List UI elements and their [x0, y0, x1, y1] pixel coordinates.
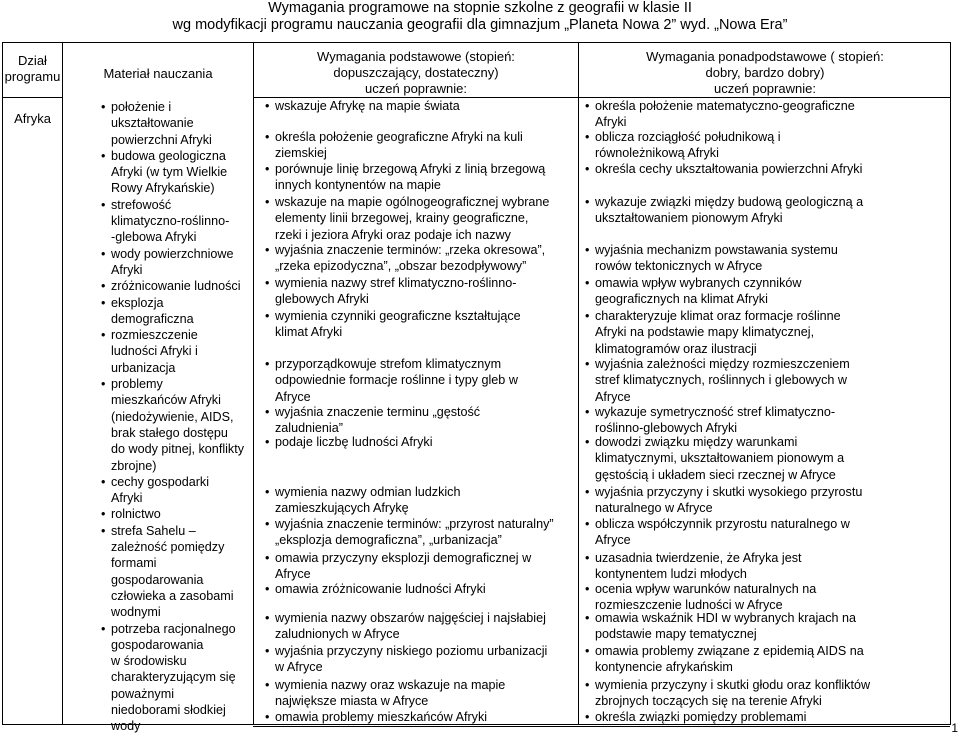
material-item: [101, 327, 253, 376]
requirement-first-line: • podaje liczbę ludności Afryki: [265, 434, 577, 450]
material-item-first-line: • rozmieszczenie: [101, 327, 253, 343]
requirement-line: równoleżnikową Afryki: [595, 146, 719, 161]
requirement-first-line: • omawia problemy związane z epidemią AIDS na: [585, 643, 951, 659]
requirement-line: odpowiednie formacje roślinne i typy gleb w: [275, 373, 518, 388]
basic-requirement-item: [265, 129, 577, 162]
advanced-requirement-item: [585, 643, 951, 676]
requirement-line: roślinno-glebowych Afryki: [595, 421, 738, 436]
material-item-line: Rowy Afrykańskie): [111, 181, 215, 196]
material-item-first-line: • eksplozja: [101, 295, 253, 311]
requirement-line: gęstością i układem sieci rzecznej w Afryce: [595, 467, 836, 482]
header-text: uczeń poprawnie:: [365, 81, 467, 96]
material-item-line: gospodarowania: [111, 572, 204, 587]
material-item: [101, 99, 253, 148]
material-item-first-line: • potrzeba racjonalnego: [101, 621, 253, 637]
advanced-requirement-item: [585, 434, 951, 483]
requirement-line: zaludnienia”: [275, 421, 343, 436]
basic-requirement-item: [265, 242, 577, 275]
col-divider: [62, 43, 63, 724]
requirement-line: podstawie mapy tematycznej: [595, 627, 757, 642]
requirement-first-line: • wyjaśnia zależności między rozmieszczeniem: [585, 356, 951, 372]
col-divider: [253, 43, 254, 724]
requirement-line: glebowych Afryki: [275, 292, 369, 307]
requirement-first-line: • wskazuje na mapie ogólnogeograficznej wybrane: [265, 194, 577, 210]
basic-requirement-item: [265, 404, 577, 437]
requirement-first-line: • omawia wpływ wybranych czynników: [585, 275, 951, 291]
material-item-line: klimatyczno-roślinno-: [111, 214, 230, 229]
requirement-first-line: • wykazuje symetryczność stref klimatyczno-: [585, 404, 951, 420]
material-item-line: powierzchni Afryki: [111, 132, 212, 147]
requirement-line: kontynencie afrykańskim: [595, 660, 733, 675]
requirement-line: rzeki i jeziora Afryki oraz podaje ich nazwy: [275, 227, 511, 242]
advanced-requirements-list: [585, 98, 951, 725]
material-item: [101, 474, 253, 507]
requirement-line: rowów tektonicznych w Afryce: [595, 259, 763, 274]
material-item-line: poważnymi: [111, 686, 174, 701]
material-list: [101, 99, 253, 735]
header-text: Dział: [18, 53, 47, 68]
material-item-line: Afryki (w tym Wielkie: [111, 165, 228, 180]
requirement-line: stref klimatycznych, roślinnych i glebowych w: [595, 373, 847, 388]
material-item: [101, 376, 253, 474]
requirement-line: Afryki: [595, 115, 627, 130]
advanced-requirement-item: [585, 484, 951, 517]
title-line-2: wg modyfikacji programu nauczania geografii dla gimnazjum „Planeta Nowa 2” wyd. „Nowa Era”: [172, 17, 788, 33]
requirement-line: rozmieszczenie ludności w Afryce: [595, 598, 783, 613]
header-material: [63, 66, 253, 82]
requirements-table: [2, 42, 951, 734]
requirement-first-line: • dowodzi związku między warunkami: [585, 434, 951, 450]
requirement-line: ukształtowaniem pionowym Afryki: [595, 211, 783, 226]
material-item: [101, 295, 253, 328]
material-item: [101, 523, 253, 621]
requirement-line: Afryce: [275, 567, 311, 582]
material-item-line: ukształtowanie: [111, 116, 194, 131]
document-title: [0, 0, 960, 34]
advanced-requirement-item: [585, 677, 951, 710]
material-item-first-line: • zróżnicowanie ludności: [101, 278, 253, 294]
requirement-line: ziemskiej: [275, 146, 327, 161]
material-item: [101, 506, 253, 522]
advanced-requirement-item: [585, 308, 951, 357]
requirement-first-line: • wymienia czynniki geograficzne kształtujące: [265, 308, 577, 324]
basic-requirement-item: [265, 643, 577, 676]
material-item-line: Afryki: [111, 491, 143, 506]
col-divider: [578, 43, 579, 724]
requirement-first-line: • wymienia przyczyny i skutki głodu oraz konfliktów: [585, 677, 951, 693]
material-item-first-line: • położenie i: [101, 99, 253, 115]
requirement-line: klimat Afryki: [275, 325, 343, 340]
material-item-first-line: • cechy gospodarki: [101, 474, 253, 490]
material-item-line: brak stałego dostępu: [111, 425, 228, 440]
requirement-first-line: • omawia zróżnicowanie ludności Afryki: [265, 581, 577, 597]
basic-requirement-item: [265, 709, 577, 725]
requirement-line: naturalnego w Afryce: [595, 501, 713, 516]
material-item-line: człowieka a zasobami: [111, 588, 234, 603]
material-item-first-line: • wody powierzchniowe: [101, 246, 253, 262]
title-line-1: Wymagania programowe na stopnie szkolne z geografii w klasie II: [268, 0, 692, 16]
basic-requirement-item: [265, 610, 577, 643]
material-item-first-line: • strefa Sahelu –: [101, 523, 253, 539]
advanced-requirement-item: [585, 709, 951, 725]
requirement-line: innych kontynentów na mapie: [275, 178, 441, 193]
requirement-line: zbrojnych toczących się na terenie Afryki: [595, 694, 822, 709]
requirement-first-line: • wymienia nazwy oraz wskazuje na mapie: [265, 677, 577, 693]
requirement-first-line: • określa położenie geograficzne Afryki na kuli: [265, 129, 577, 145]
requirement-first-line: • określa położenie matematyczno-geograficzne: [585, 98, 951, 114]
material-item-line: -glebowa Afryki: [111, 230, 197, 245]
row-divider: [3, 97, 62, 98]
header-text: uczeń poprawnie:: [714, 81, 816, 96]
basic-requirement-item: [265, 581, 577, 597]
requirement-line: Afryce: [595, 389, 631, 404]
requirement-line: elementy linii brzegowej, krainy geograficzne,: [275, 211, 529, 226]
material-item: [101, 197, 253, 246]
material-item-line: (niedożywienie, AIDS,: [111, 409, 234, 424]
material-item-line: w środowisku: [111, 654, 187, 669]
requirement-first-line: • wymienia nazwy obszarów najgęściej i najsłabiej: [265, 610, 577, 626]
advanced-requirement-item: [585, 550, 951, 583]
requirement-first-line: • omawia problemy mieszkańców Afryki: [265, 709, 577, 725]
header-text: dobry, bardzo dobry): [705, 65, 825, 80]
requirement-line: zamieszkujących Afrykę: [275, 501, 409, 516]
requirement-first-line: • określa cechy ukształtowania powierzchni Afryki: [585, 161, 951, 177]
advanced-requirement-item: [585, 516, 951, 549]
basic-requirement-item: [265, 434, 577, 450]
advanced-requirement-item: [585, 581, 951, 614]
requirement-line: „eksplozja demograficzna”, „urbanizacja”: [275, 533, 502, 548]
requirement-first-line: • charakteryzuje klimat oraz formacje roślinne: [585, 308, 951, 324]
material-item-line: do wody pitnej, konflikty: [111, 442, 245, 457]
basic-requirement-item: [265, 161, 577, 194]
requirement-first-line: • oblicza współczynnik przyrostu naturalnego w: [585, 516, 951, 532]
material-item-line: wodnymi: [111, 605, 161, 620]
advanced-requirement-item: [585, 404, 951, 437]
requirement-line: największe miasta w Afryce: [275, 694, 429, 709]
requirement-first-line: • wyjaśnia znaczenie terminów: „przyrost naturalny”: [265, 516, 577, 532]
section-name: [3, 111, 62, 127]
advanced-requirement-item: [585, 161, 951, 177]
requirement-first-line: • ocenia wpływ warunków naturalnych na: [585, 581, 951, 597]
requirement-line: klimatogramów oraz ilustracji: [595, 341, 757, 356]
requirement-line: „rzeka epizodyczna”, „obszar bezodpływowy”: [275, 259, 527, 274]
material-item-line: ludności Afryki i: [111, 344, 198, 359]
requirement-first-line: • wykazuje związki między budową geologiczną a: [585, 194, 951, 210]
basic-requirement-item: [265, 484, 577, 517]
material-item-first-line: • strefowość: [101, 197, 253, 213]
basic-requirement-item: [265, 677, 577, 710]
basic-requirement-item: [265, 550, 577, 583]
basic-requirement-item: [265, 516, 577, 549]
requirement-line: klimatycznymi, ukształtowaniem pionowym a: [595, 451, 845, 466]
row-divider: [253, 726, 950, 727]
requirement-line: kontynentem ludzi młodych: [595, 567, 747, 582]
header-text: Wymagania podstawowe (stopień:: [317, 49, 515, 64]
advanced-requirement-item: [585, 356, 951, 405]
requirement-first-line: • wymienia nazwy stref klimatyczno-roślinno-: [265, 275, 577, 291]
requirement-line: w Afryce: [275, 660, 323, 675]
advanced-requirement-item: [585, 129, 951, 162]
requirement-first-line: • porównuje linię brzegową Afryki z linią brzegową: [265, 161, 577, 177]
basic-requirement-item: [265, 308, 577, 341]
material-item-line: demograficzna: [111, 311, 194, 326]
requirement-first-line: • wymienia nazwy odmian ludzkich: [265, 484, 577, 500]
material-item: [101, 148, 253, 197]
material-item-line: zbrojne): [111, 458, 157, 473]
section-label: Afryka: [14, 111, 51, 126]
advanced-requirement-item: [585, 275, 951, 308]
requirement-first-line: • wyjaśnia przyczyny i skutki wysokiego przyrostu: [585, 484, 951, 500]
basic-requirement-item: [265, 194, 577, 243]
requirement-first-line: • wyjaśnia znaczenie terminu „gęstość: [265, 404, 577, 420]
material-item: [101, 246, 253, 279]
requirement-first-line: • wyjaśnia znaczenie terminów: „rzeka okresowa”,: [265, 242, 577, 258]
requirement-first-line: • uzasadnia twierdzenie, że Afryka jest: [585, 550, 951, 566]
requirement-line: geograficznych na klimat Afryki: [595, 292, 768, 307]
requirement-first-line: • wyjaśnia mechanizm powstawania systemu: [585, 242, 951, 258]
material-item-first-line: • budowa geologiczna: [101, 148, 253, 164]
requirement-line: Afryce: [595, 533, 631, 548]
requirement-first-line: • określa związki pomiędzy problemami: [585, 709, 951, 725]
material-item-line: charakteryzującym się: [111, 670, 236, 685]
material-item-first-line: • rolnictwo: [101, 506, 253, 522]
material-item-line: Afryki: [111, 262, 143, 277]
header-text: programu: [4, 69, 61, 84]
requirement-first-line: • omawia wskaźnik HDI w wybranych krajach na: [585, 610, 951, 626]
header-basic-requirements: [254, 49, 578, 97]
material-item-line: formami: [111, 556, 157, 571]
material-item-line: zależność pomiędzy: [111, 540, 225, 555]
header-advanced-requirements: [579, 49, 951, 97]
advanced-requirement-item: [585, 98, 951, 131]
requirement-first-line: • przyporządkowuje strefom klimatycznym: [265, 356, 577, 372]
header-text: dopuszczający, dostateczny): [333, 65, 499, 80]
material-item-line: wody: [111, 719, 141, 734]
material-item-line: urbanizacja: [111, 360, 176, 375]
header-text: Wymagania ponadpodstawowe ( stopień:: [646, 49, 884, 64]
advanced-requirement-item: [585, 194, 951, 227]
material-item: [101, 621, 253, 735]
basic-requirements-list: [265, 98, 577, 725]
header-dzial-programu: [3, 53, 62, 85]
advanced-requirement-item: [585, 610, 951, 643]
material-item-line: gospodarowania: [111, 637, 204, 652]
page-number: 1: [951, 721, 958, 735]
header-text: Materiał nauczania: [103, 66, 213, 81]
basic-requirement-item: [265, 356, 577, 405]
material-item-line: niedoborami słodkiej: [111, 702, 226, 717]
material-item: [101, 278, 253, 294]
requirement-first-line: • wyjaśnia przyczyny niskiego poziomu urbanizacji: [265, 643, 577, 659]
material-item-first-line: • problemy: [101, 376, 253, 392]
advanced-requirement-item: [585, 242, 951, 275]
requirement-first-line: • oblicza rozciągłość południkową i: [585, 129, 951, 145]
material-item-line: mieszkańców Afryki: [111, 393, 221, 408]
requirement-line: zaludnionych w Afryce: [275, 627, 400, 642]
requirement-line: Afryki na podstawie mapy klimatycznej,: [595, 325, 815, 340]
basic-requirement-item: [265, 98, 577, 114]
basic-requirement-item: [265, 275, 577, 308]
requirement-line: Afryce: [275, 389, 311, 404]
requirement-first-line: • wskazuje Afrykę na mapie świata: [265, 98, 577, 114]
requirement-first-line: • omawia przyczyny eksplozji demograficznej w: [265, 550, 577, 566]
